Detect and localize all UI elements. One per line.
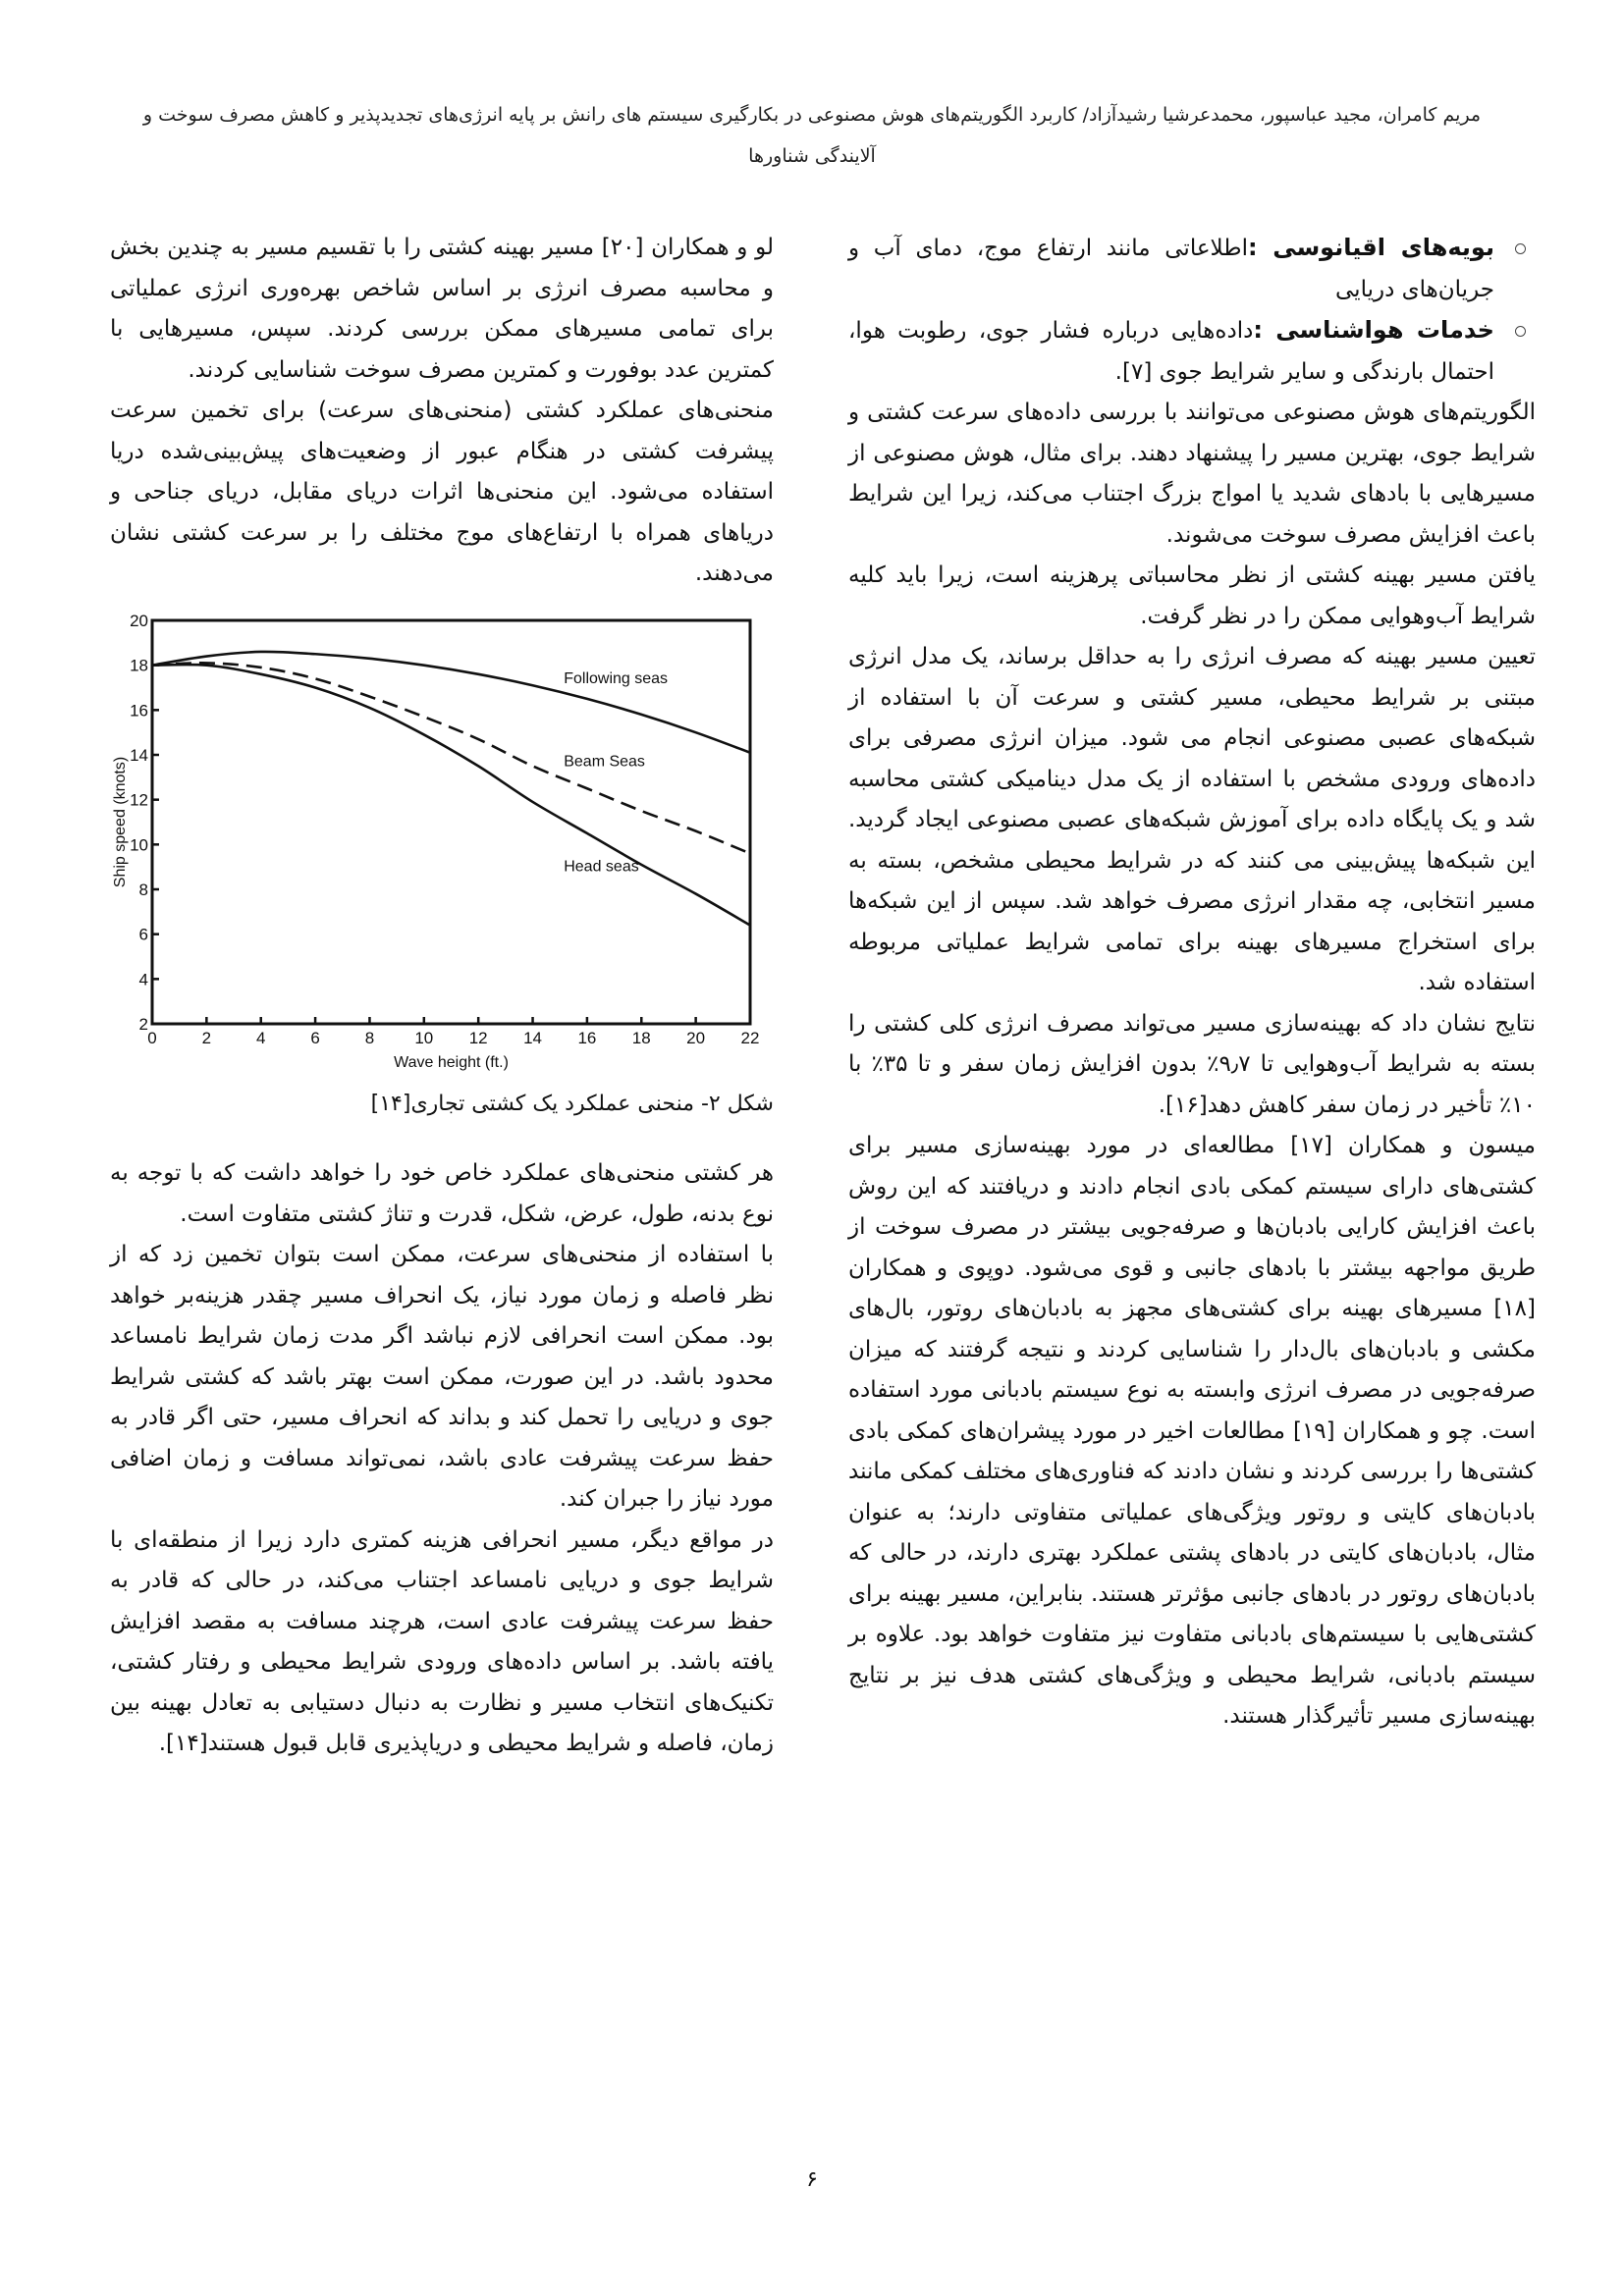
series-label-beam-seas: Beam Seas <box>564 752 645 770</box>
series-line-following-seas <box>152 651 750 752</box>
paragraph: لو و همکاران [۲۰] مسیر بهینه کشتی را با تقسیم مسیر به چندین بخش و محاسبه مصرف انرژی بر اساس شاخص بهره‌وری انرژی عملیاتی برای تمامی مسیرهای ممکن بررسی کردند. سپس، مسیرهایی با کمترین عدد بوفورت و کمترین مصرف سوخت شناسایی کردند. <box>110 235 774 383</box>
x-tick-label: 18 <box>631 1028 651 1047</box>
series-label-head-seas: Head seas <box>564 858 639 876</box>
y-tick-label: 14 <box>130 745 148 765</box>
x-tick-label: 16 <box>577 1028 597 1047</box>
bullet-item-meteorology <box>848 310 1536 393</box>
bullet-text: داده‌هایی درباره فشار جوی، رطوبت هوا، احتمال بارندگی و سایر شرایط جوی [۷]. <box>848 318 1494 385</box>
series-label-following-seas: Following seas <box>564 669 669 687</box>
y-axis-label: Ship speed (knots) <box>112 756 129 887</box>
hollow-bullet-icon <box>1515 243 1526 254</box>
figure-performance-curves <box>110 611 774 1072</box>
paragraph: هر کشتی منحنی‌های عملکرد خاص خود را خواهد داشت که با توجه به نوع بدنه، طول، عرض، شکل، قدرت و تناژ کشتی متفاوت است. <box>110 1160 774 1227</box>
y-tick-label: 2 <box>138 1014 148 1034</box>
x-axis-label: Wave height (ft.) <box>394 1053 509 1071</box>
paragraph: با استفاده از منحنی‌های سرعت، ممکن است بتوان تخمین زد که از نظر فاصله و زمان مورد نیاز، یک انحراف مسیر چقدر هزینه‌بر خواهد بود. ممکن است انحرافی لازم نباشد اگر مدت زمان شرایط نامساعد محدود باشد. در این صورت، ممکن است بهتر باشد که کشتی شرایط جوی و دریایی را تحمل کند و بداند که انحراف مسیر، حتی اگر قادر به حفظ سرعت پیشرفت عادی باشد، نمی‌تواند مسافت و زمان اضافی مورد نیاز را جبران کند. <box>110 1242 774 1512</box>
y-tick-label: 8 <box>138 880 148 899</box>
paragraph: الگوریتم‌های هوش مصنوعی می‌توانند با بررسی داده‌های سرعت کشتی و شرایط جوی، بهترین مسیر را پیشنهاد دهند. برای مثال، هوش مصنوعی از مسیرهایی با بادهای شدید یا امواج بزرگ اجتناب می‌کند، زیرا این شرایط باعث افزایش مصرف سوخت می‌شوند. <box>848 400 1536 548</box>
y-tick-label: 20 <box>130 611 148 630</box>
right-column <box>848 228 1536 1737</box>
left-column <box>110 228 774 1765</box>
paragraph: منحنی‌های عملکرد کشتی (منحنی‌های سرعت) برای تخمین سرعت پیشرفت کشتی در هنگام عبور از وضعیت‌های پیش‌بینی‌شده دریا استفاده می‌شود. این منحنی‌ها اثرات دریای مقابل، دریای جناحی و دریاهای همراه با ارتفاع‌های موج مختلف را بر سرعت کشتی نشان می‌دهند. <box>110 398 774 586</box>
page-number: ۶ <box>806 2167 818 2192</box>
x-tick-label: 22 <box>740 1028 760 1047</box>
hollow-bullet-icon <box>1515 326 1526 337</box>
bullet-text: اطلاعاتی مانند ارتفاع موج، دمای آب و جریان‌های دریایی <box>848 236 1494 302</box>
paragraph: تعیین مسیر بهینه که مصرف انرژی را به حداقل برساند، یک مدل انرژی مبتنی بر شرایط محیطی، مسیر کشتی و سرعت آن با استفاده از شبکه‌های عصبی مصنوعی انجام می شود. میزان انرژی مصرفی برای داده‌های ورودی مشخص با استفاده از یک مدل دینامیکی کشتی محاسبه شد و یک پایگاه داده برای آموزش شبکه‌های عصبی مصنوعی ایجاد گردید. این شبکه‌ها پیش‌بینی می کنند که در شرایط محیطی مشخص، بسته به مسیر انتخابی، چه مقدار انرژی مصرف خواهد شد. سپس از این شبکه‌ها برای استخراج مسیرهای بهینه برای تمامی شرایط عملیاتی مربوطه استفاده شد. <box>848 644 1536 995</box>
paragraph: میسون و همکاران [۱۷] مطالعه‌ای در مورد بهینه‌سازی مسیر برای کشتی‌های دارای سیستم کمکی بادی انجام دادند و دریافتند که این روش باعث افزایش کارایی بادبان‌ها و صرفه‌جویی بیشتر در مصرف سوخت از طریق مواجهه بیشتر با بادهای جانبی و قوی می‌شود. دوپوی و همکاران [۱۸] مسیرهای بهینه برای کشتی‌های مجهز به بادبان‌های روتور، بال‌های مکشی و بادبان‌های بال‌دار را شناسایی کردند و نتیجه گرفتند که میزان صرفه‌جویی در مصرف انرژی وابسته به نوع سیستم بادبانی مورد استفاده است. چو و همکاران [۱۹] مطالعات اخیر در مورد پیشران‌های کمکی بادی کشتی‌ها را بررسی کردند و نشان دادند که فناوری‌های مختلف کمکی مانند بادبان‌های کایتی و روتور ویژگی‌های عملیاتی متفاوتی دارند؛ به عنوان مثال، بادبان‌های کایتی در بادهای پشتی عملکرد بهتری دارند، در حالی که بادبان‌های روتور در بادهای جانبی مؤثرتر هستند. بنابراین، مسیر بهینه برای کشتی‌هایی با سیستم‌های بادبانی متفاوت نیز متفاوت خواهد بود. علاوه بر سیستم بادبانی، شرایط محیطی و ویژگی‌های کشتی هدف نیز بر نتایج بهینه‌سازی مسیر تأثیرگذار هستند. <box>848 1133 1536 1729</box>
x-tick-label: 2 <box>201 1028 212 1047</box>
y-tick-label: 18 <box>130 656 148 675</box>
x-tick-label: 8 <box>364 1028 375 1047</box>
figure-caption: شکل ۲- منحنی عملکرد یک کشتی تجاری[۱۴] <box>370 1091 774 1116</box>
x-tick-label: 20 <box>686 1028 706 1047</box>
x-tick-label: 10 <box>414 1028 434 1047</box>
y-tick-label: 10 <box>130 834 148 854</box>
series-line-head-seas <box>152 664 750 925</box>
y-tick-label: 12 <box>130 790 148 810</box>
x-tick-label: 4 <box>255 1028 266 1047</box>
series-line-beam-seas <box>152 663 750 853</box>
bullet-item-ocean-buoys <box>848 228 1536 310</box>
bullet-term: بویه‌های اقیانوسی : <box>1247 234 1494 261</box>
paragraph: نتایج نشان داد که بهینه‌سازی مسیر می‌تواند مصرف انرژی کلی کشتی را بسته به شرایط آب‌وهوایی تا ۹٫۷٪ بدون افزایش زمان سفر و تا ۳۵٪ با ۱۰٪ تأخیر در زمان سفر کاهش دهد[۱۶]. <box>848 1010 1536 1118</box>
x-tick-label: 6 <box>310 1028 320 1047</box>
bullet-term: خدمات هواشناسی : <box>1253 316 1494 344</box>
y-tick-label: 4 <box>138 969 148 988</box>
paragraph: یافتن مسیر بهینه کشتی از نظر محاسباتی پرهزینه است، زیرا باید کلیه شرایط آب‌وهوایی ممکن را در نظر گرفت. <box>848 562 1536 629</box>
y-tick-label: 6 <box>138 925 148 944</box>
x-tick-label: 12 <box>468 1028 488 1047</box>
x-tick-label: 0 <box>147 1028 157 1047</box>
running-header <box>118 94 1506 177</box>
running-title: مریم کامران، مجید عباسپور، محمدعرشیا رشیدآزاد/ کاربرد الگوریتم‌های هوش مصنوعی در بکارگیری سیستم های رانش بر پایه انرژی‌های تجدیدپذیر و کاهش مصرف سوخت و آلایندگی شناورها <box>142 104 1482 167</box>
ship-speed-chart <box>110 611 774 1072</box>
paragraph: در مواقع دیگر، مسیر انحرافی هزینه کمتری دارد زیرا از منطقه‌ای با شرایط جوی و دریایی نامساعد اجتناب می‌کند، در حالی که قادر به حفظ سرعت پیشرفت عادی است، هرچند مسافت به مقصد افزایش یافته باشد. بر اساس داده‌های ورودی شرایط محیطی و رفتار کشتی، تکنیک‌های انتخاب مسیر و نظارت به دنبال دستیابی به تعادل بهینه بین زمان، فاصله و شرایط محیطی و دریاپذیری قابل قبول هستند[۱۴]. <box>110 1526 774 1756</box>
y-tick-label: 16 <box>130 700 148 720</box>
x-tick-label: 14 <box>523 1028 543 1047</box>
